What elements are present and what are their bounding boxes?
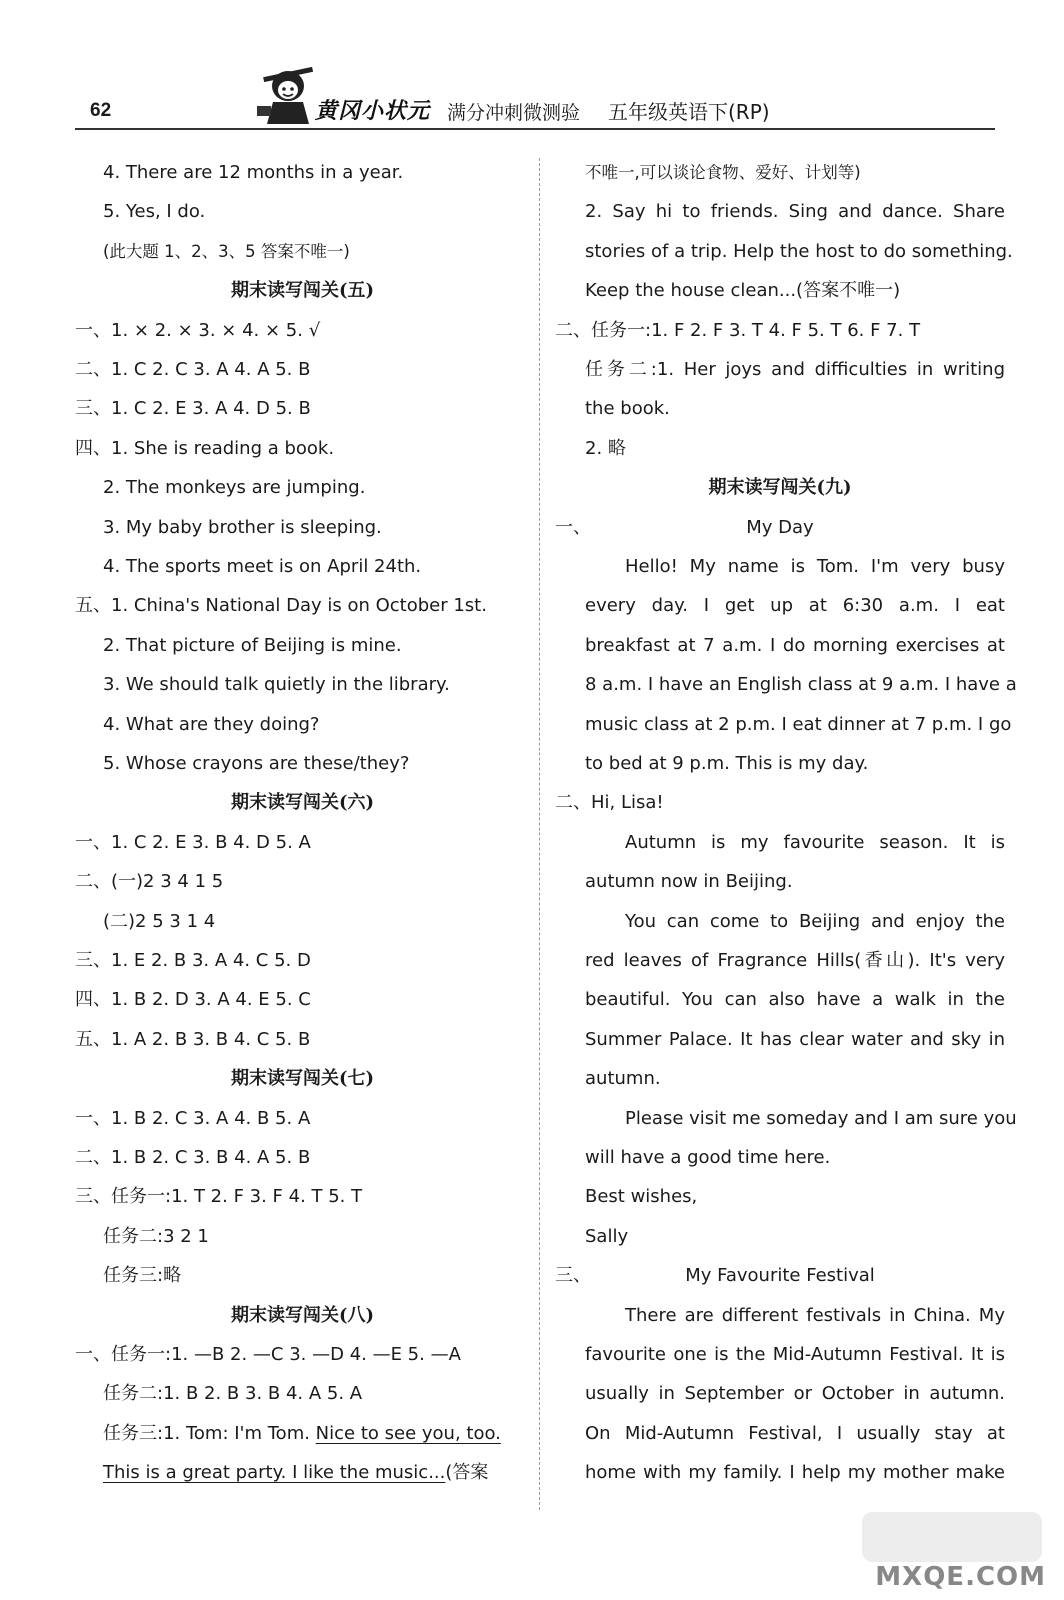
answer-line (75, 823, 530, 862)
line-text: 三、1. E 2. B 3. A 4. C 5. D (75, 950, 311, 971)
answer-line (555, 1374, 1005, 1413)
line-text: 任务二:1. B 2. B 3. B 4. A 5. A (103, 1383, 363, 1405)
answer-line (75, 1138, 530, 1177)
page-header (75, 62, 995, 128)
line-text: 2. Say hi to friends. Sing and dance. Share (585, 201, 1005, 223)
answer-line (555, 389, 1005, 428)
answer-line (555, 941, 1005, 980)
answer-line (75, 665, 530, 704)
answer-line (555, 192, 1005, 231)
answer-line (75, 1217, 530, 1256)
essay-title: My Day (746, 516, 814, 538)
line-text: 2. That picture of Beijing is mine. (103, 634, 402, 656)
answer-line (555, 311, 1005, 350)
answer-line (555, 1256, 1005, 1295)
answer-line (75, 1256, 530, 1295)
line-text: 三、 (555, 1265, 591, 1287)
answer-line (555, 153, 1005, 192)
header-subtitle: 五年级英语下(RP) (608, 100, 770, 124)
column-divider (539, 158, 540, 1510)
answer-line (75, 1177, 530, 1216)
answer-line (75, 1374, 530, 1413)
line-text: 五、1. China's National Day is on October 1st. (75, 595, 487, 617)
line-text: 2. The monkeys are jumping. (103, 477, 366, 499)
line-text: every day. I get up at 6:30 a.m. I eat (585, 595, 1005, 617)
line-text: Keep the house clean...(答案不唯一) (585, 280, 901, 302)
line-text: Hello! My name is Tom. I'm very busy (625, 556, 1005, 577)
line-text: to bed at 9 p.m. This is my day. (585, 753, 869, 774)
cartoon-boy-icon (253, 66, 323, 128)
line-text: 二、1. C 2. C 3. A 4. A 5. B (75, 359, 311, 380)
answer-line (75, 1414, 530, 1453)
answer-line (75, 508, 530, 547)
answer-line (555, 1020, 1005, 1059)
line-text: home with my family. I help my mother make (585, 1462, 1005, 1484)
line-text: the book. (585, 398, 670, 420)
line-text: 二、(一)2 3 4 1 5 (75, 871, 224, 893)
answer-line (75, 389, 530, 428)
answer-line (75, 862, 530, 901)
answer-line (75, 232, 530, 271)
answer-line (555, 429, 1005, 468)
line-text: stories of a trip. Help the host to do something. (585, 240, 1013, 262)
answer-line (555, 1453, 1005, 1492)
answer-line (555, 980, 1005, 1019)
answer-line (555, 1217, 1005, 1256)
line-text: 四、1. She is reading a book. (75, 437, 335, 459)
line-text: red leaves of Fragrance Hills(香山). It's very (585, 950, 1005, 971)
line-text: 5. Yes, I do. (103, 201, 206, 223)
answer-line (555, 508, 1005, 547)
answer-line (75, 744, 530, 783)
answer-line (75, 429, 530, 468)
answer-line (555, 744, 1005, 783)
line-text: 四、1. B 2. D 3. A 4. E 5. C (75, 989, 311, 1011)
answer-line (75, 1453, 530, 1492)
line-text: 三、1. C 2. E 3. A 4. D 5. B (75, 398, 311, 420)
line-text: Best wishes, (585, 1186, 698, 1208)
line-text: 期末读写闯关(六) (230, 792, 375, 814)
header-title: 满分冲刺微测验 (447, 102, 581, 124)
section-heading (75, 271, 530, 310)
line-text: 4. The sports meet is on April 24th. (103, 556, 422, 577)
answer-line (75, 547, 530, 586)
answer-line (555, 1177, 1005, 1216)
answer-line (75, 192, 530, 231)
section-heading (555, 468, 1005, 507)
line-text: 不唯一,可以谈论食物、爱好、计划等) (585, 163, 861, 182)
line-text: autumn now in Beijing. (585, 871, 793, 893)
line-text: 4. What are they doing? (103, 713, 320, 735)
section-heading (75, 1296, 530, 1335)
answer-line (555, 1099, 1017, 1138)
line-text: 一、1. C 2. E 3. B 4. D 5. A (75, 831, 311, 853)
underlined-text: Nice to see you, too. (315, 1422, 501, 1444)
answer-line (555, 1335, 1005, 1374)
answer-line (555, 902, 1005, 941)
line-text: usually in September or October in autumn. (585, 1383, 1005, 1405)
answer-line (75, 1099, 530, 1138)
answer-line (555, 547, 1005, 586)
answer-line (75, 626, 530, 665)
answer-line (555, 586, 1005, 625)
line-text: 期末读写闯关(九) (708, 477, 852, 499)
line-text: You can come to Beijing and enjoy the (625, 910, 1005, 932)
answer-line (75, 705, 530, 744)
answer-line (555, 1059, 1005, 1098)
line-text: Summer Palace. It has clear water and sky in (585, 1028, 1005, 1050)
line-text: beautiful. You can also have a walk in the (585, 989, 1005, 1011)
answer-line (75, 1020, 530, 1059)
line-text: 任务二:3 2 1 (103, 1225, 209, 1247)
line-text: Sally (585, 1225, 629, 1247)
line-text: (此大题 1、2、3、5 答案不唯一) (103, 241, 350, 261)
line-text: 期末读写闯关(八) (230, 1304, 375, 1326)
line-text: 一、任务一:1. —B 2. —C 3. —D 4. —E 5. —A (75, 1344, 461, 1365)
line-text: 二、Hi, Lisa! (555, 792, 664, 814)
line-text: favourite one is the Mid-Autumn Festival. It is (585, 1344, 1005, 1365)
answer-line (75, 153, 530, 192)
answer-line (555, 1296, 1005, 1335)
watermark-text: MXQE.COM (875, 1562, 1046, 1592)
line-text-tail: (答案 (445, 1462, 489, 1484)
line-text: 一、1. × 2. × 3. × 4. × 5. √ (75, 319, 321, 341)
line-text: 任务三:略 (103, 1265, 182, 1287)
line-text: 五、1. A 2. B 3. B 4. C 5. B (75, 1028, 311, 1050)
answer-line (555, 705, 1012, 744)
line-text: 二、任务一:1. F 2. F 3. T 4. F 5. T 6. F 7. T (555, 319, 921, 341)
header-rule (75, 128, 995, 130)
logo-text: 黄冈小状元 (315, 98, 431, 124)
answer-line (75, 941, 530, 980)
answer-line (555, 232, 1013, 271)
line-text: Autumn is my favourite season. It is (625, 831, 1005, 853)
line-text: Please visit me someday and I am sure you (625, 1107, 1017, 1129)
answer-line (75, 468, 530, 507)
answer-line (555, 626, 1005, 665)
essay-title: My Favourite Festival (685, 1265, 875, 1287)
line-text: will have a good time here. (585, 1147, 831, 1168)
section-heading (75, 1059, 530, 1098)
line-text: 3. We should talk quietly in the library. (103, 674, 450, 696)
underlined-text: This is a great party. I like the music... (103, 1462, 446, 1484)
line-text: 2. 略 (585, 437, 626, 459)
page-number: 62 (90, 100, 112, 121)
line-text: 期末读写闯关(七) (230, 1068, 375, 1090)
line-text: breakfast at 7 a.m. I do morning exercises at (585, 634, 1005, 656)
line-text: 8 a.m. I have an English class at 9 a.m. I have a (585, 674, 1017, 696)
answer-line (555, 1138, 1005, 1177)
answer-line (75, 311, 530, 350)
line-text: 4. There are 12 months in a year. (103, 162, 404, 183)
answer-line (555, 823, 1005, 862)
line-text: There are different festivals in China. My (625, 1304, 1005, 1326)
answer-line (75, 350, 530, 389)
line-text: 期末读写闯关(五) (230, 280, 375, 302)
answer-line (555, 665, 1017, 704)
answer-line (75, 980, 530, 1019)
line-text: 任务二:1. Her joys and difficulties in writing (585, 359, 1005, 380)
line-text: On Mid-Autumn Festival, I usually stay at (585, 1422, 1005, 1444)
logo (253, 66, 433, 128)
answer-line (555, 862, 1005, 901)
line-text: 5. Whose crayons are these/they? (103, 753, 410, 774)
line-text: 一、1. B 2. C 3. A 4. B 5. A (75, 1107, 311, 1129)
answer-line (75, 586, 530, 625)
answer-line (555, 783, 1005, 822)
line-text: 一、 (555, 516, 591, 538)
answer-line (75, 902, 530, 941)
section-heading (75, 783, 530, 822)
line-text: 三、任务一:1. T 2. F 3. F 4. T 5. T (75, 1186, 363, 1208)
line-text: (二)2 5 3 1 4 (103, 910, 216, 932)
answer-line (75, 1335, 530, 1374)
answer-line (555, 350, 1005, 389)
line-text: 二、1. B 2. C 3. B 4. A 5. B (75, 1147, 311, 1168)
line-text: 3. My baby brother is sleeping. (103, 516, 382, 538)
answer-line (555, 271, 1005, 310)
line-text: 任务三:1. Tom: I'm Tom. (103, 1422, 316, 1444)
line-text: music class at 2 p.m. I eat dinner at 7 p.m. I go (585, 713, 1012, 735)
line-text: autumn. (585, 1068, 661, 1090)
answer-line (555, 1414, 1005, 1453)
